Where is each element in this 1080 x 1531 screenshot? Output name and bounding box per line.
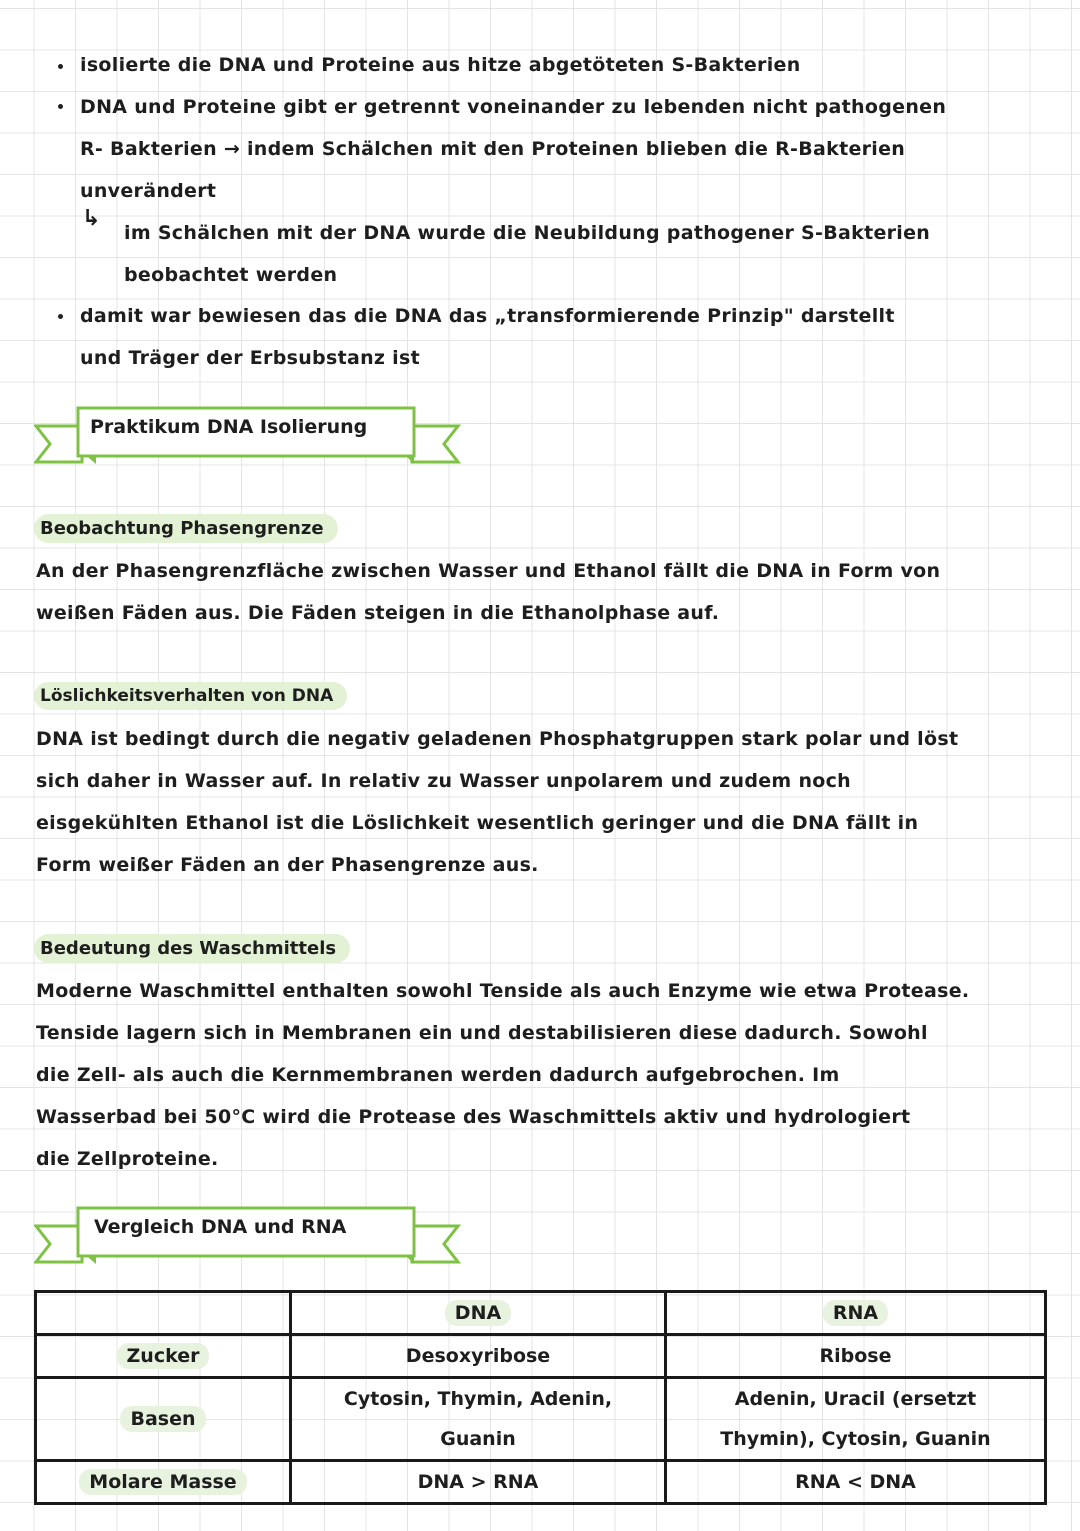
waschmittel-line-2: Tenside lagern sich in Membranen ein und destabilisieren diese dadurch. Sowohl [36, 1022, 928, 1044]
intro-bullet-2-line-1: DNA und Proteine gibt er getrennt voneinander zu lebenden nicht pathogenen [80, 96, 947, 118]
heading-loeslichkeit: Löslichkeitsverhalten von DNA [34, 682, 347, 710]
intro-bullet-1: isolierte die DNA und Proteine aus hitze abgetöteten S-Bakterien [80, 54, 801, 76]
row-label [36, 1335, 291, 1378]
cell-line: Thymin), Cytosin, Guanin [720, 1428, 991, 1450]
table-cell: DNA > RNA [291, 1461, 666, 1504]
bullet-dot [58, 104, 63, 109]
waschmittel-line-4: Wasserbad bei 50°C wird die Protease des Waschmittels aktiv und hydrologiert [36, 1106, 911, 1128]
waschmittel-line-1: Moderne Waschmittel enthalten sowohl Tenside als auch Enzyme wie etwa Protease. [36, 980, 970, 1002]
table-cell: RNA < DNA [666, 1461, 1046, 1504]
table-cell [291, 1378, 666, 1461]
table-row [36, 1378, 1046, 1461]
table-cell-empty [36, 1292, 291, 1335]
intro-bullet-2-line-2: R- Bakterien → indem Schälchen mit den Proteinen blieben die R-Bakterien [80, 138, 906, 160]
heading-waschmittel: Bedeutung des Waschmittels [34, 934, 350, 963]
phasengrenze-line-2: weißen Fäden aus. Die Fäden steigen in die Ethanolphase auf. [36, 602, 720, 624]
intro-bullet-3-line-1: damit war bewiesen das die DNA das „transformierende Prinzip" darstellt [80, 305, 895, 327]
table-cell [666, 1378, 1046, 1461]
section-banner-praktikum [34, 404, 464, 468]
cell-line: Guanin [440, 1428, 516, 1450]
comparison-table [34, 1290, 1047, 1505]
banner-title: Vergleich DNA und RNA [94, 1216, 347, 1238]
waschmittel-line-3: die Zell- als auch die Kernmembranen werden dadurch aufgebrochen. Im [36, 1064, 840, 1086]
table-cell: Ribose [666, 1335, 1046, 1378]
row-label-text: Zucker [117, 1343, 210, 1369]
section-banner-vergleich [34, 1204, 464, 1268]
intro-sub-line-2: beobachtet werden [124, 264, 338, 286]
phasengrenze-line-1: An der Phasengrenzfläche zwischen Wasser und Ethanol fällt die DNA in Form von [36, 560, 941, 582]
row-label [36, 1378, 291, 1461]
bullet-dot [58, 64, 63, 69]
banner-title: Praktikum DNA Isolierung [90, 416, 368, 438]
bullet-dot [58, 314, 63, 319]
intro-sub-line-1: im Schälchen mit der DNA wurde die Neubildung pathogener S-Bakterien [124, 222, 931, 244]
header-label: RNA [823, 1300, 888, 1326]
loeslichkeit-line-4: Form weißer Fäden an der Phasengrenze aus. [36, 854, 539, 876]
cell-line: Adenin, Uracil (ersetzt [734, 1388, 977, 1410]
cell-line: Cytosin, Thymin, Adenin, [343, 1388, 613, 1410]
row-label [36, 1461, 291, 1504]
table-row [36, 1335, 1046, 1378]
table-header-rna [666, 1292, 1046, 1335]
intro-bullet-3-line-2: und Träger der Erbsubstanz ist [80, 347, 420, 369]
table-header-row [36, 1292, 1046, 1335]
row-label-text: Molare Masse [79, 1469, 246, 1495]
waschmittel-line-5: die Zellproteine. [36, 1148, 219, 1170]
heading-phasengrenze: Beobachtung Phasengrenze [34, 514, 338, 543]
intro-bullet-2-line-3: unverändert [80, 180, 217, 202]
loeslichkeit-line-3: eisgekühlten Ethanol ist die Löslichkeit wesentlich geringer und die DNA fällt in [36, 812, 919, 834]
loeslichkeit-line-2: sich daher in Wasser auf. In relativ zu Wasser unpolarem und zudem noch [36, 770, 852, 792]
loeslichkeit-line-1: DNA ist bedingt durch die negativ geladenen Phosphatgruppen stark polar und löst [36, 728, 959, 750]
row-label-text: Basen [120, 1406, 205, 1432]
table-cell: Desoxyribose [291, 1335, 666, 1378]
table-header-dna [291, 1292, 666, 1335]
header-label: DNA [445, 1300, 511, 1326]
table-row [36, 1461, 1046, 1504]
return-arrow-icon: ↳ [82, 206, 101, 231]
